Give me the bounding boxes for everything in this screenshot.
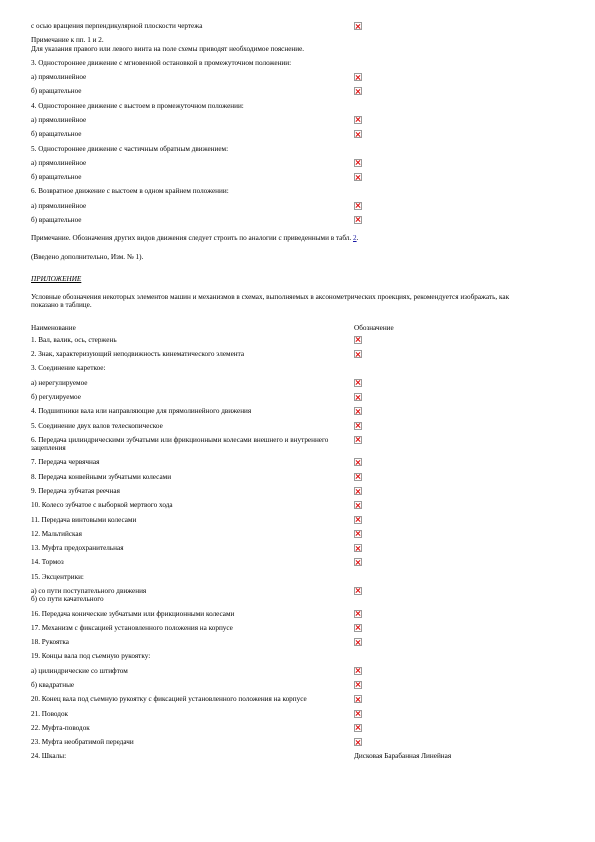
row-label: 23. Муфта необратимой передачи [31, 738, 134, 747]
row-label: 8. Передача конвейными зубчатыми колесами [31, 472, 172, 481]
row-label: б) вращательное [31, 87, 82, 96]
table-row [31, 364, 531, 372]
table-row [31, 652, 531, 660]
broken-image-icon [354, 407, 362, 415]
broken-image-icon [354, 624, 362, 632]
broken-image-icon [354, 336, 362, 344]
broken-image-icon [354, 350, 362, 358]
note-pp-1-2 [31, 36, 531, 53]
section-title: 3. Одностороннее движение с мгновенной остановкой в промежуточном положении: [31, 58, 292, 67]
broken-image-icon [354, 681, 362, 689]
broken-image-icon [354, 393, 362, 401]
row-label: 16. Передача конические зубчатыми или фрикционными колесами [31, 609, 235, 618]
table-row [31, 710, 531, 718]
row-label: а) нерегулируемое [31, 378, 88, 387]
table-row [31, 587, 531, 604]
section-item [31, 202, 531, 210]
row-label: 7. Передача червячная [31, 458, 100, 467]
row-label: а) прямолинейное [31, 158, 87, 167]
row-label: а) цилиндрические со штифтом [31, 666, 128, 675]
broken-image-icon [354, 695, 362, 703]
row-label: а) прямолинейное [31, 73, 87, 82]
broken-image-icon [354, 710, 362, 718]
scales-value: Дисковая Барабанная Линейная [354, 752, 452, 761]
document-page [31, 22, 531, 761]
row-label: 17. Механизм с фиксацией установленного положения на корпусе [31, 623, 233, 632]
broken-image-icon [354, 173, 362, 181]
row-label: 14. Тормоз [31, 558, 64, 567]
broken-image-icon [354, 587, 362, 595]
row-label: 11. Передача винтовыми колесами [31, 515, 137, 524]
section-title: 6. Возвратное движение с выстоем в одном крайнем положении: [31, 187, 229, 196]
row-label: а) прямолинейное [31, 201, 87, 210]
broken-image-icon [354, 116, 362, 124]
broken-image-icon [354, 738, 362, 746]
broken-image-icon [354, 159, 362, 167]
note-main [31, 234, 531, 242]
row-label: 1. Вал, валик, ось, стержень [31, 335, 117, 344]
table-row [31, 436, 531, 453]
row-label: 22. Муфта-поводок [31, 723, 90, 732]
table-row [31, 473, 531, 481]
table-row-scales [31, 752, 531, 760]
table-row [31, 558, 531, 566]
row-label: 13. Муфта предохранительная [31, 544, 124, 553]
section-title: 4. Одностороннее движение с выстоем в промежуточном положении: [31, 101, 244, 110]
row-label: а) прямолинейное [31, 115, 87, 124]
row-label: б) вращательное [31, 173, 82, 182]
table-header [31, 324, 531, 332]
row-label: 2. Знак, характеризующий неподвижность кинематического элемента [31, 350, 245, 359]
col-symbol-header: Обозначение [354, 323, 394, 332]
table-row [31, 336, 531, 344]
section-item [31, 87, 531, 95]
broken-image-icon [354, 422, 362, 430]
broken-image-icon [354, 216, 362, 224]
row-label: 20. Конец вала под съемную рукоятку с фиксацией установленного положения на корпусе [31, 695, 307, 704]
table-row [31, 422, 531, 430]
section-item [31, 116, 531, 124]
row-label: б) регулируемое [31, 393, 81, 402]
row-label: 18. Рукоятка [31, 638, 69, 647]
table-row [31, 501, 531, 509]
table-row [31, 544, 531, 552]
broken-image-icon [354, 379, 362, 387]
row-label: 21. Поводок [31, 709, 69, 718]
broken-image-icon [354, 436, 362, 444]
row-label: б) квадратные [31, 680, 75, 689]
note-main-text: Примечание. Обозначения других видов движения следует строить по аналогии с приведенными в табл. [31, 234, 352, 243]
broken-image-icon [354, 610, 362, 618]
table-row [31, 738, 531, 746]
section-title: 5. Одностороннее движение с частичным обратным движением: [31, 144, 229, 153]
top-rows [31, 22, 531, 30]
broken-image-icon [354, 501, 362, 509]
broken-image-icon [354, 558, 362, 566]
broken-image-icon [354, 473, 362, 481]
table-row [31, 458, 531, 466]
broken-image-icon [354, 638, 362, 646]
row-label: 9. Передача зубчатая реечная [31, 487, 120, 495]
table-row [31, 638, 531, 646]
table-row [31, 695, 531, 703]
row-label: 12. Мальтийская [31, 529, 82, 538]
table-row [31, 724, 531, 732]
row-label: 19. Концы вала под съемную рукоятку: [31, 652, 151, 661]
appendix-intro: Условные обозначения некоторых элементов машин и механизмов в схемах, выполняемых в аксонометрических проекциях, рекомендуется изображать, как показано в таблице. [31, 293, 510, 310]
row-label: б) вращательное [31, 130, 82, 139]
row-label: 4. Подшипники вала или направляющие для прямолинейного движения [31, 407, 252, 416]
broken-image-icon [354, 73, 362, 81]
broken-image-icon [354, 487, 362, 495]
note-title: Примечание к пп. 1 и 2. [31, 36, 104, 45]
table-row [31, 393, 531, 401]
table-row [31, 610, 531, 618]
col-name-header: Наименование [31, 323, 76, 332]
broken-image-icon [354, 130, 362, 138]
section-item [31, 130, 531, 138]
table-row-label: 24. Шкалы: [31, 752, 67, 761]
broken-image-icon [354, 87, 362, 95]
table-row [31, 681, 531, 689]
broken-image-icon [354, 516, 362, 524]
table-row [31, 530, 531, 538]
broken-image-icon [354, 202, 362, 210]
section-item [31, 216, 531, 224]
section-item [31, 159, 531, 167]
row-label: с осью вращения перпендикулярной плоскости чертежа [31, 22, 203, 30]
row-label: 5. Соединение двух валов телескопическое [31, 421, 163, 430]
table-row [31, 624, 531, 632]
table-row [31, 516, 531, 524]
broken-image-icon [354, 530, 362, 538]
table-row [31, 487, 531, 495]
row-label: 10. Колесо зубчатое с выборкой мертвого хода [31, 501, 173, 510]
row-label: 6. Передача цилиндрическими зубчатыми или фрикционными колесами внешнего и внутреннего зацепления [31, 435, 329, 453]
table-link[interactable]: 2 [353, 234, 357, 243]
note-main-end: . [356, 234, 359, 243]
broken-image-icon [354, 544, 362, 552]
appendix-title: ПРИЛОЖЕНИЕ [31, 274, 82, 283]
broken-image-icon [354, 667, 362, 675]
motion-sections [31, 59, 531, 224]
note-text: Для указания правого или левого винта на поле схемы приводят необходимое пояснение. [31, 44, 305, 53]
section-item [31, 73, 531, 81]
broken-image-icon [354, 724, 362, 732]
table-row [31, 379, 531, 387]
section-item [31, 173, 531, 181]
row-label: 15. Эксцентрики: [31, 572, 84, 581]
table-row [31, 667, 531, 675]
table-row [31, 573, 531, 581]
row-label: а) со пути поступательного движения б) со пути качательного [31, 586, 147, 604]
row-label: б) вращательное [31, 215, 82, 224]
broken-image-icon [354, 458, 362, 466]
row-label: 3. Соединение кареткое: [31, 364, 106, 373]
table-row [31, 407, 531, 415]
introduced-note: (Введено дополнительно, Изм. № 1). [31, 252, 144, 261]
top-row [31, 22, 531, 30]
table-row [31, 350, 531, 358]
table-rows [31, 336, 531, 746]
broken-image-icon [354, 22, 362, 30]
